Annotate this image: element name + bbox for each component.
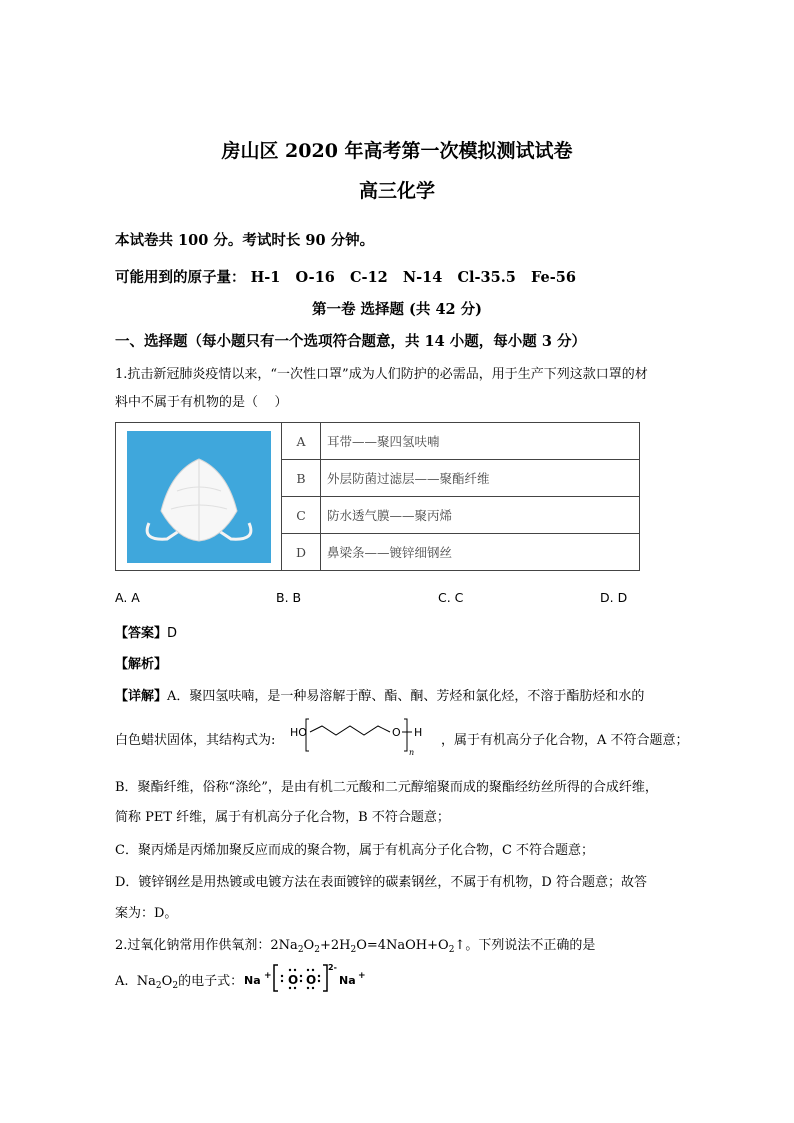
mask-image-cell — [116, 423, 282, 571]
option-letter: C — [282, 497, 321, 534]
formula-ho: HO — [290, 726, 307, 739]
q1-stem-line2: 料中不属于有机物的是（ ） — [115, 395, 288, 410]
detail-a-text: A．聚四氢呋喃，是一种易溶解于醇、酯、酮、芳烃和氯化烃，不溶于酯肪烃和水的 — [167, 689, 645, 704]
atomic-masses-values: H-1 O-16 C-12 N-14 Cl-35.5 Fe-56 — [250, 269, 576, 286]
option-letter: A — [282, 423, 321, 460]
page-subtitle: 高三化学 — [358, 180, 435, 202]
answer-value: D — [167, 626, 178, 641]
answer-line — [115, 622, 177, 641]
mask-icon — [127, 431, 271, 563]
detail-a-line1 — [115, 685, 644, 704]
q1-stem-line1: 1.抗击新冠肺炎疫情以来，“一次性口罩”成为人们防护的必需品，用于生产下列这款口罩的材 — [115, 367, 648, 382]
exam-info: 本试卷共 100 分。考试时长 90 分钟。 — [115, 232, 375, 249]
option-text: 鼻梁条——镀锌细钢丝 — [321, 534, 640, 571]
svg-text:O: O — [288, 973, 299, 987]
option-letter: D — [282, 534, 321, 571]
detail-a-line2-post: ，属于有机高分子化合物，A 不符合题意； — [441, 733, 689, 748]
mask-image — [127, 431, 271, 563]
choice-b: B. B — [276, 590, 302, 605]
choice-a: A. A — [115, 590, 140, 605]
svg-text:Na: Na — [339, 974, 356, 987]
svg-text:2-: 2- — [328, 963, 337, 972]
polythf-structure — [286, 713, 438, 757]
choice-c: C. C — [438, 590, 464, 605]
svg-text:Na: Na — [244, 974, 261, 987]
detail-d-line2: 案为：D。 — [115, 906, 178, 921]
peroxide-electron-diagram — [244, 960, 364, 996]
detail-label: 【详解】 — [115, 689, 168, 704]
option-text: 外层防菌过滤层——聚酯纤维 — [321, 460, 640, 497]
detail-a-line2-pre: 白色蜡状固体，其结构式为: — [115, 733, 276, 748]
q1-options-table — [115, 422, 640, 571]
answer-label: 【答案】 — [115, 626, 168, 641]
option-text: 耳带——聚四氢呋喃 — [321, 423, 640, 460]
page-title: 房山区 2020 年高考第一次模拟测试试卷 — [221, 140, 573, 162]
formula-n: n — [409, 748, 415, 757]
choice-d: D. D — [600, 590, 628, 605]
formula-h: H — [414, 726, 423, 739]
volume-title: 第一卷 选择题 (共 42 分) — [311, 301, 483, 318]
formula-o: O — [392, 726, 401, 739]
atomic-masses-line — [115, 266, 576, 287]
q2-stem: 2.过氧化钠常用作供氧剂：$2Na_2O_2+2H_2O=4NaOH+O_2↑$。下列说法不正确的是 — [115, 938, 596, 955]
detail-c: C．聚丙烯是丙烯加聚反应而成的聚合物，属于有机高分子化合物，C 不符合题意； — [115, 843, 595, 858]
svg-text:+: + — [264, 971, 272, 981]
option-text: 防水透气膜——聚丙烯 — [321, 497, 640, 534]
svg-text:+: + — [358, 971, 366, 981]
detail-b-line1: B．聚酯纤维，俗称“涤纶”，是由有机二元酸和二元醇缩聚而成的聚酯经纺丝所得的合成纤维， — [115, 780, 658, 795]
analysis-label: 【解析】 — [115, 657, 168, 672]
atomic-masses-label: 可能用到的原子量： — [115, 269, 246, 286]
part-title: 一、选择题（每小题只有一个选项符合题意，共 14 小题，每小题 3 分） — [115, 333, 586, 350]
svg-text:O: O — [306, 973, 317, 987]
detail-d-line1: D．镀锌钢丝是用热镀或电镀方法在表面镀锌的碳素钢丝，不属于有机物，D 符合题意；故答 — [115, 875, 647, 890]
detail-b-line2: 简称 PET 纤维，属于有机高分子化合物，B 不符合题意； — [115, 810, 450, 825]
q2-option-a: A. $Na_2O_2$的电子式： — [115, 974, 244, 991]
option-letter: B — [282, 460, 321, 497]
